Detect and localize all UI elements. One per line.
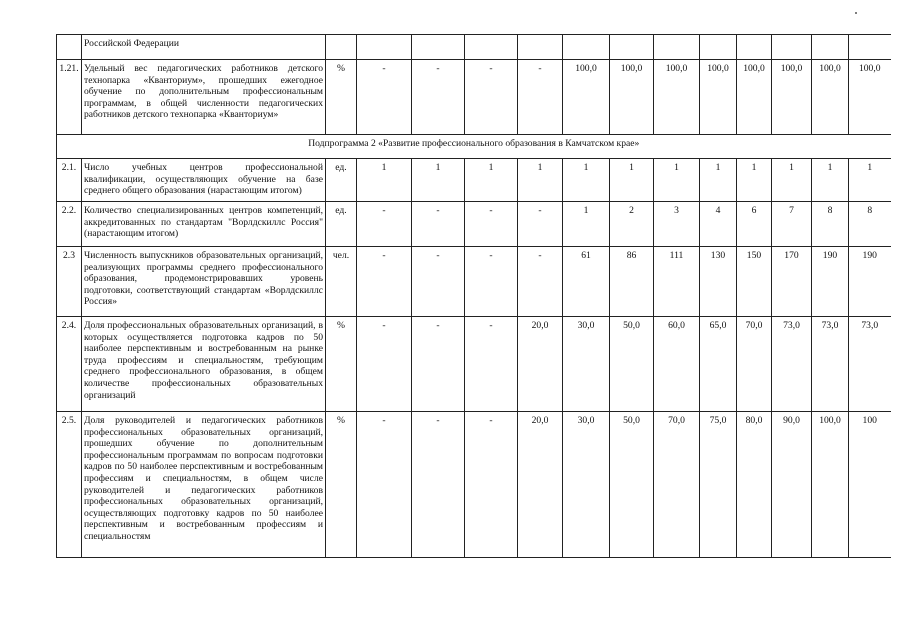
subprogram-row (57, 135, 891, 159)
value-cell: 1 (849, 159, 891, 202)
row-number-cell: 1.21. (57, 60, 82, 135)
unit-cell: % (326, 412, 357, 558)
value-cell: 1 (412, 159, 465, 202)
value-cell: 100 (849, 412, 891, 558)
row-number-cell: 2.1. (57, 159, 82, 202)
unit-cell: ед. (326, 159, 357, 202)
value-cell (357, 35, 412, 60)
value-cell: 100,0 (812, 412, 849, 558)
row-number-cell: 2.2. (57, 202, 82, 247)
value-cell (465, 35, 518, 60)
indicator-description: Российской Федерации (82, 35, 326, 60)
value-cell: 100,0 (563, 60, 610, 135)
value-cell: 8 (812, 202, 849, 247)
value-cell: 50,0 (610, 412, 654, 558)
unit-cell: % (326, 60, 357, 135)
value-cell: 30,0 (563, 317, 610, 412)
row-number-cell: 2.4. (57, 317, 82, 412)
value-cell: 73,0 (772, 317, 812, 412)
table-row (57, 35, 891, 60)
value-cell: - (357, 317, 412, 412)
row-number-cell: 2.5. (57, 412, 82, 558)
value-cell: 1 (518, 159, 563, 202)
value-cell (610, 35, 654, 60)
table-row (57, 202, 891, 247)
value-cell: 20,0 (518, 317, 563, 412)
table-row (57, 60, 891, 135)
value-cell: 100,0 (700, 60, 737, 135)
value-cell: - (412, 60, 465, 135)
value-cell: 4 (700, 202, 737, 247)
value-cell: 70,0 (737, 317, 772, 412)
value-cell: 1 (465, 159, 518, 202)
value-cell: 190 (849, 247, 891, 317)
value-cell: - (518, 60, 563, 135)
value-cell: 1 (772, 159, 812, 202)
value-cell: 170 (772, 247, 812, 317)
value-cell: 100,0 (737, 60, 772, 135)
value-cell: 50,0 (610, 317, 654, 412)
value-cell: 30,0 (563, 412, 610, 558)
value-cell (654, 35, 700, 60)
value-cell: - (518, 247, 563, 317)
value-cell: 61 (563, 247, 610, 317)
value-cell: - (357, 412, 412, 558)
value-cell: 1 (654, 159, 700, 202)
indicator-description: Количество специализированных центров компетенций, аккредитованных по стандартам "Ворлдскиллс Россия" (нарастающим итогом) (82, 202, 326, 247)
value-cell (849, 35, 891, 60)
table-row (57, 247, 891, 317)
value-cell: 20,0 (518, 412, 563, 558)
value-cell: - (357, 247, 412, 317)
value-cell: 75,0 (700, 412, 737, 558)
value-cell: 100,0 (654, 60, 700, 135)
value-cell (700, 35, 737, 60)
value-cell: 1 (610, 159, 654, 202)
value-cell: 90,0 (772, 412, 812, 558)
value-cell: 1 (812, 159, 849, 202)
value-cell: 86 (610, 247, 654, 317)
unit-cell: ед. (326, 202, 357, 247)
indicator-description: Доля руководителей и педагогических работников профессиональных образовательных организаций, прошедших обучение по дополнительным профессиональным программам по вопросам подготовки кадров по 50 наиболее перспективным и востребованным профессиям и специальностям, в общем числе руководителей и педагогических работников профессиональных образовательных организаций, осуществляющих подготовку кадров по 50 наиболее перспективным и востребованным профессиям и специальностям (82, 412, 326, 558)
value-cell: - (465, 317, 518, 412)
value-cell: - (465, 412, 518, 558)
table-row (57, 412, 891, 558)
value-cell (518, 35, 563, 60)
scan-speck (855, 12, 857, 14)
indicators-table (56, 34, 891, 558)
table-body (57, 35, 891, 558)
value-cell: 150 (737, 247, 772, 317)
unit-cell (326, 35, 357, 60)
table-row (57, 159, 891, 202)
unit-cell: % (326, 317, 357, 412)
value-cell: - (357, 202, 412, 247)
value-cell: 1 (737, 159, 772, 202)
value-cell: - (465, 60, 518, 135)
value-cell (563, 35, 610, 60)
value-cell: 2 (610, 202, 654, 247)
value-cell (772, 35, 812, 60)
value-cell: 190 (812, 247, 849, 317)
value-cell: 8 (849, 202, 891, 247)
value-cell: 1 (357, 159, 412, 202)
value-cell: 100,0 (772, 60, 812, 135)
value-cell: 1 (563, 159, 610, 202)
row-number-cell: 2.3 (57, 247, 82, 317)
table-row (57, 317, 891, 412)
indicator-description: Число учебных центров профессиональной квалификации, осуществляющих обучение на базе среднего общего образования (нарастающим итогом) (82, 159, 326, 202)
indicator-description: Численность выпускников образовательных организаций, реализующих программы среднего профессионального образования, продемонстрировавших уровень подготовки, соответствующий стандартам «Ворлдскиллс Россия» (82, 247, 326, 317)
unit-cell: чел. (326, 247, 357, 317)
value-cell: 100,0 (812, 60, 849, 135)
value-cell: - (465, 202, 518, 247)
value-cell: 70,0 (654, 412, 700, 558)
value-cell: 130 (700, 247, 737, 317)
value-cell: 6 (737, 202, 772, 247)
value-cell: 111 (654, 247, 700, 317)
value-cell: 65,0 (700, 317, 737, 412)
value-cell (737, 35, 772, 60)
indicator-description: Удельный вес педагогических работников детского технопарка «Кванториум», прошедших ежегодное обучение по дополнительным профессиональным программам, в общей численности педагогических работников детского технопарка «Кванториум» (82, 60, 326, 135)
subprogram-title: Подпрограмма 2 «Развитие профессионального образования в Камчатском крае» (57, 135, 891, 159)
value-cell: - (412, 317, 465, 412)
value-cell: 60,0 (654, 317, 700, 412)
value-cell: 100,0 (610, 60, 654, 135)
value-cell: - (465, 247, 518, 317)
value-cell: 1 (563, 202, 610, 247)
value-cell (812, 35, 849, 60)
value-cell: 100,0 (849, 60, 891, 135)
value-cell: 73,0 (812, 317, 849, 412)
value-cell: - (412, 412, 465, 558)
value-cell: 80,0 (737, 412, 772, 558)
value-cell: - (518, 202, 563, 247)
value-cell: - (412, 202, 465, 247)
value-cell: 3 (654, 202, 700, 247)
value-cell (412, 35, 465, 60)
value-cell: - (357, 60, 412, 135)
value-cell: 7 (772, 202, 812, 247)
indicator-description: Доля профессиональных образовательных организаций, в которых осуществляется подготовка кадров по 50 наиболее перспективным и востребованным на рынке труда профессиям и специальностям, требующим среднего профессионального образования, в общем количестве профессиональных образовательных организаций (82, 317, 326, 412)
value-cell: 1 (700, 159, 737, 202)
value-cell: 73,0 (849, 317, 891, 412)
row-number-cell (57, 35, 82, 60)
value-cell: - (412, 247, 465, 317)
